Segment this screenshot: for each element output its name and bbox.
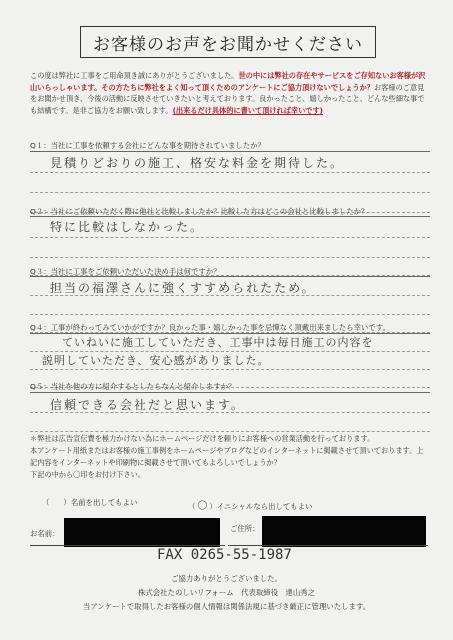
fax-number: FAX 0265-55-1987 [157, 547, 292, 563]
question-2-answer-line-1: 特に比較はしなかった。 [50, 220, 205, 234]
intro-p2-emphasis: (出来るだけ具体的に書いて頂ければ幸いです) [172, 105, 323, 115]
question-1-label: Q１：当社に工事を依頼する会社にどんな事を期待されていましたか？ [30, 141, 265, 150]
notice-line-2: 本アンケート用紙またはお客様の施工事例をホームページやブログなどのインターネットに掲載させて頂いております。上記内容をインターネットや印刷物に掲載させて頂いてもよろしいでしょうか？ [30, 446, 424, 467]
name-redaction [64, 518, 220, 547]
question-3-answer-line-1: 担当の福澤さんに強くすすめられたため。 [50, 281, 316, 295]
page-title: お客様のお声をお聞かせください [80, 26, 376, 58]
question-4-label: Q４：工事が終わってみていかがですか？良かった事・嬉しかった事を忌憚なく頂戴出来ましたら幸いです。 [30, 323, 390, 332]
notice-line-1: ＊弊社は広告宣伝費を極力かけない為にホームページだけを頼りにお客様への営業活動を行っております。 [30, 434, 375, 443]
intro-text [30, 70, 430, 116]
intro-p1-emphasis: 世の中には弊社の存在やサービスをご存知ないお客様が沢山いらっしゃいます。その方たちに弊社をよく知って頂くためのアンケートにご協力頂けないでしょうか？ [30, 71, 426, 92]
company-name: 株式会社たのしいリフォーム 代表取締役 達山秀之 [137, 588, 315, 597]
intro-p2: お客様のご意見をお聞かせ頂き、今後の活動に反映させていきたいと考えております。良かったこと、嬉しかったこと、どんな些細な事でも結構です。是非ご協力をお願い致します。 [30, 82, 425, 115]
question-3-label: Q３：当社に工事をご依頼いただいた決め手は何ですか？ [30, 267, 221, 276]
consent-option-initial-mark: 〇 [197, 501, 208, 512]
consent-option-initial[interactable]: （ 〇 ）イニシャルなら出してもよい [188, 497, 312, 512]
consent-option-name[interactable]: （ ）名前を出してもよい [42, 498, 138, 507]
question-4-answer-line-2: 説明していただき、安心感がありました。 [42, 354, 270, 367]
address-underline [228, 545, 428, 546]
thanks-text: ご協力ありがとうございました。 [171, 574, 282, 583]
consent-option-initial-label: イニシャルなら出してもよい [216, 502, 313, 511]
name-underline [30, 545, 225, 546]
question-2-label: Q２：当社にご依頼いただく際に他社と比較しましたか？比較した方はどこの会社と比較しましたか？ [30, 207, 369, 216]
question-4-answer-line-1: ていねいに施工していただき、工事中は毎日施工の内容を [62, 336, 374, 349]
question-1-answer-line-1: 見積りどおりの施工、格安な料金を期待した。 [50, 156, 345, 170]
question-5-answer-line-1: 信頼できる会社だと思います。 [50, 398, 246, 412]
address-label: ご住所： [230, 524, 260, 533]
privacy-notice: 当アンケートで取得したお客様の個人情報は関係法規に基づき厳正に管理いたします。 [82, 602, 371, 611]
consent-option-name-label: 名前を出してもよい [70, 498, 138, 507]
intro-p1: この度は弊社に工事をご用命頂き誠にありがとうございました。 [30, 71, 239, 80]
name-label: お名前： [30, 529, 60, 538]
address-redaction [262, 516, 426, 547]
notice-line-3: 下記の中から〇印をお付け下さい。 [30, 470, 146, 479]
question-5-label: Q５：当社を他の方に紹介するとしたらなんと紹介しますか？ [30, 382, 236, 391]
publication-notice [30, 433, 430, 481]
